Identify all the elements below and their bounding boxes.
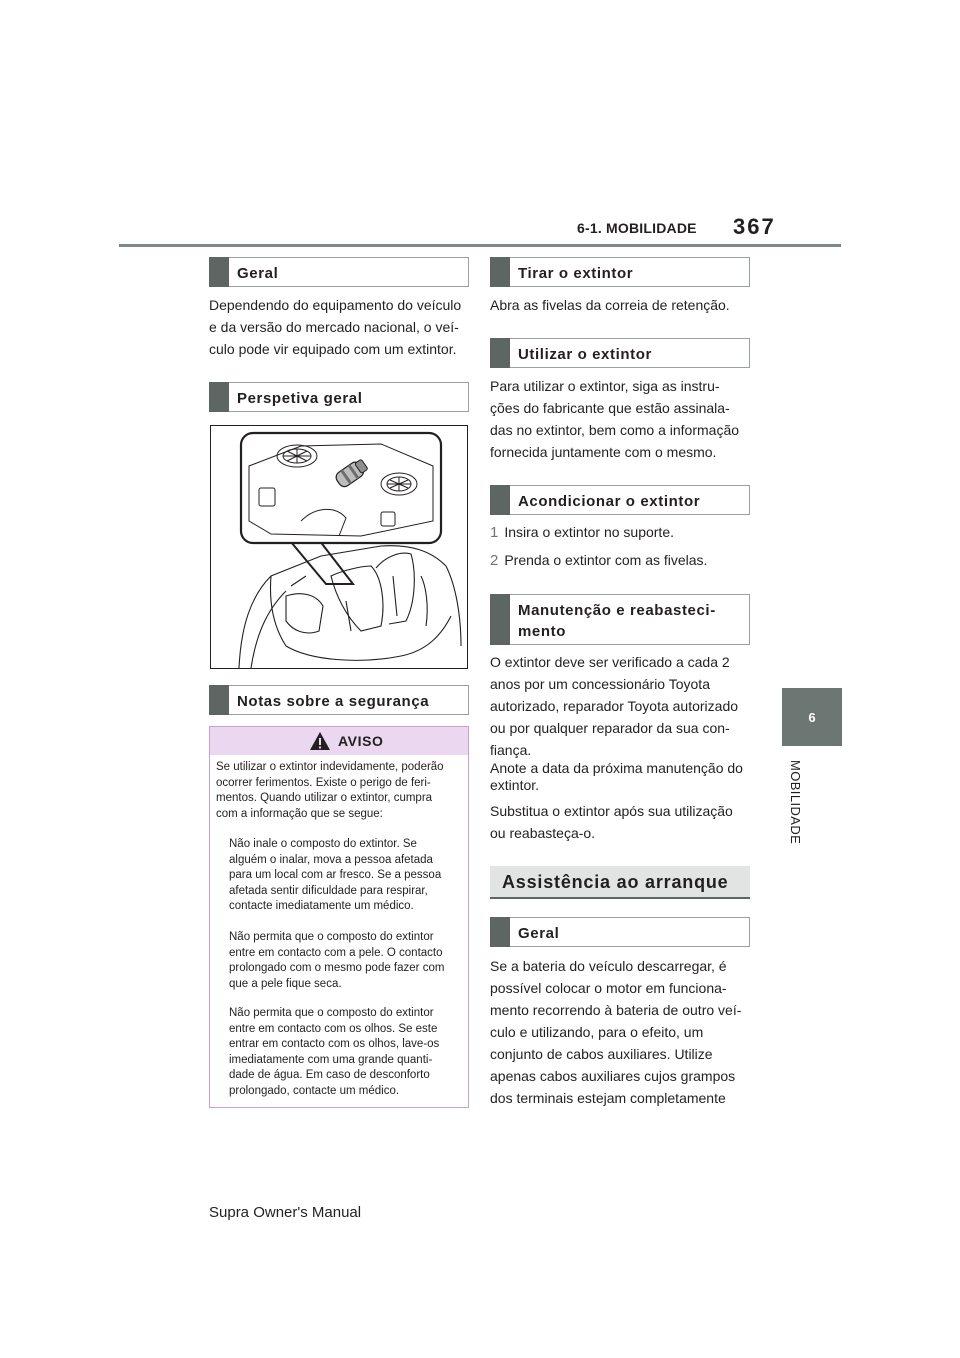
- page-number: 367: [733, 214, 776, 239]
- paragraph-geral: Dependendo do equipamento do veículo e da versão do mercado nacional, o veí- culo pode vir equipado com um extintor.: [209, 297, 462, 357]
- heading-label: Tirar o extintor: [518, 265, 634, 282]
- heading-manutencao: [490, 594, 750, 645]
- heading-label: Acondicionar o extintor: [518, 493, 701, 510]
- warning-item: Não permita que o composto do extintor entre em contacto com a pele. O contacto prolongado com o mesmo pode fazer com que a pele fique seca.: [229, 931, 445, 990]
- heading-geral-arranque: [490, 917, 750, 947]
- step-number: 1: [490, 524, 499, 541]
- warning-box: [209, 726, 469, 1108]
- step-item: [490, 524, 674, 541]
- heading-utilizar-extintor: [490, 338, 750, 368]
- paragraph-geral-arranque: Se a bateria do veículo descarregar, é possível colocar o motor em funciona- mento recorrendo à bateria de outro veí- culo e utilizando, para o efeito, um conjunto de cabos auxiliares. Utilize apenas cabos auxiliares cujos grampos dos terminais estejam completamente: [490, 958, 742, 1106]
- section-title: 6-1. MOBILIDADE: [577, 220, 697, 236]
- heading-acondicionar-extintor: [490, 485, 750, 515]
- heading-label: Perspetiva geral: [237, 390, 363, 407]
- extinguisher-location-figure: [210, 425, 468, 669]
- paragraph-tirar: Abra as fivelas da correia de retenção.: [490, 297, 730, 313]
- paragraph-manutencao: O extintor deve ser verificado a cada 2 anos por um concessionário Toyota autorizado, reparador Toyota autorizado ou por qualquer reparador da sua con- fiança.: [490, 654, 739, 758]
- step-text: Insira o extintor no suporte.: [504, 524, 674, 540]
- heading-label: Utilizar o extintor: [518, 346, 652, 363]
- paragraph-utilizar: Para utilizar o extintor, siga as instru- ções do fabricante que estão assinala- das no extintor, bem como a informação fornecida juntamente com o mesmo.: [490, 378, 740, 460]
- heading-perspetiva-geral: [209, 382, 469, 412]
- header-rule: [119, 244, 841, 247]
- warning-triangle-icon: [309, 731, 331, 751]
- warning-item: Não permita que o composto do extintor entre em contacto com os olhos. Se este entrar em contacto com os olhos, lave-os imediatamente com uma grande quanti- dade de água. Em caso de desconforto prolongado, contacte um médico.: [229, 1007, 440, 1097]
- warning-item: Não inale o composto do extintor. Se alguém o inalar, mova a pessoa afetada para um local com ar fresco. Se a pessoa afetada sentir dificuldade para respirar, contacte imediatamente um médico.: [229, 838, 442, 912]
- heading-label: Notas sobre a segurança: [237, 693, 430, 710]
- heading-label: Geral: [237, 265, 279, 282]
- warning-header: [210, 727, 468, 755]
- heading-tirar-extintor: [490, 257, 750, 287]
- heading-label: Assistência ao arranque: [502, 872, 729, 892]
- step-number: 2: [490, 552, 499, 569]
- heading-geral: [209, 257, 469, 287]
- warning-title: AVISO: [338, 733, 384, 749]
- paragraph-substitua: Substitua o extintor após sua utilização ou reabasteça-o.: [490, 803, 733, 841]
- footer-manual-title: Supra Owner's Manual: [209, 1204, 362, 1221]
- heading-notas-seguranca: [209, 685, 469, 715]
- paragraph-manutencao-note: Anote a data da próxima manutenção do extintor.: [490, 760, 743, 793]
- heading-assistencia-arranque: [490, 866, 750, 899]
- step-item: [490, 552, 707, 569]
- step-text: Prenda o extintor com as fivelas.: [504, 552, 708, 568]
- extinguisher-location-illustration: [211, 426, 467, 668]
- heading-label: Geral: [518, 925, 560, 942]
- heading-label: Manutenção e reabasteci- mento: [518, 602, 716, 640]
- chapter-tab[interactable]: 6: [782, 688, 842, 746]
- chapter-label: MOBILIDADE: [788, 760, 803, 845]
- warning-intro: Se utilizar o extintor indevidamente, poderão ocorrer ferimentos. Existe o perigo de feri- mentos. Quando utilizar o extintor, cumpra com a informação que se segue:: [216, 761, 444, 820]
